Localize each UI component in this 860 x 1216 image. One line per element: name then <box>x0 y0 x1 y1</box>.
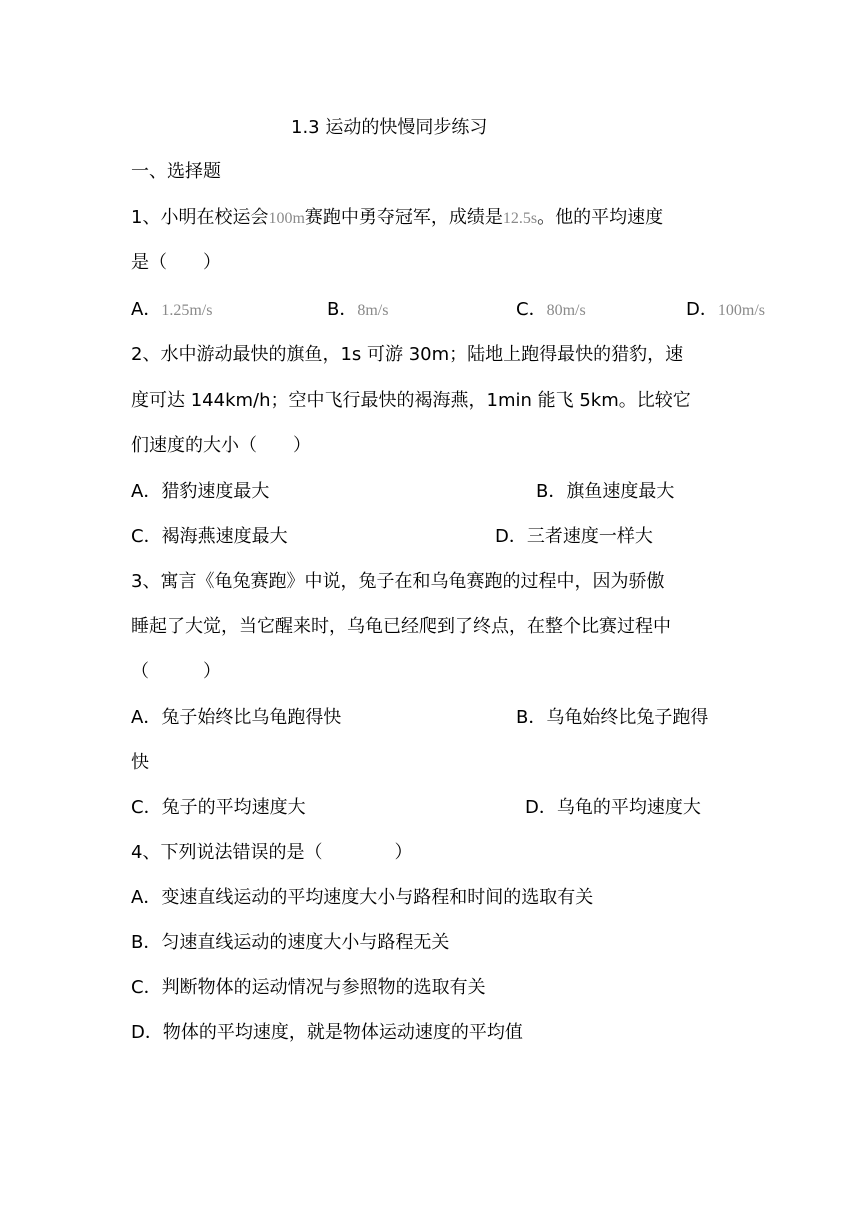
q3-option-b: B．乌龟始终比兔子跑得 <box>516 707 709 728</box>
q4-option-b: B．匀速直线运动的速度大小与路程无关 <box>131 932 450 953</box>
q1-option-b <box>327 298 388 323</box>
q2-option-d: D．三者速度一样大 <box>495 526 653 547</box>
document-title: 1.3 运动的快慢同步练习 <box>291 117 488 138</box>
q3-option-c: C．兔子的平均速度大 <box>131 797 306 818</box>
q1-option-d <box>686 298 765 323</box>
q1-option-d-letter: D． <box>686 299 718 320</box>
q1-option-b-value: 8m/s <box>357 302 389 319</box>
q1-stem-line2: 是（ ） <box>131 252 221 273</box>
q1-time: 12.5s <box>502 210 538 227</box>
q2-stem-line2: 度可达 144km/h；空中飞行最快的褐海燕，1min 能飞 5km。比较它 <box>131 390 691 411</box>
q1-stem-line1 <box>131 206 663 231</box>
q3-stem-line3: （ ） <box>131 661 221 682</box>
q3-stem-line1: 3、寓言《龟兔赛跑》中说，兔子在和乌龟赛跑的过程中，因为骄傲 <box>131 571 665 592</box>
q4-option-a: A．变速直线运动的平均速度大小与路程和时间的选取有关 <box>131 887 594 908</box>
q1-suffix: 。他的平均速度 <box>537 207 664 228</box>
q1-option-b-letter: B． <box>327 299 358 320</box>
q3-option-b-cont: 快 <box>131 752 149 773</box>
q2-option-a: A．猎豹速度最大 <box>131 481 270 502</box>
q3-option-a: A．兔子始终比乌龟跑得快 <box>131 707 342 728</box>
section-heading: 一、选择题 <box>131 161 221 182</box>
q1-option-c-value: 80m/s <box>546 302 586 319</box>
q1-prefix: 1、小明在校运会 <box>131 207 269 228</box>
q2-option-c: C．褐海燕速度最大 <box>131 526 288 547</box>
q2-stem-line3: 们速度的大小（ ） <box>131 435 311 456</box>
q1-option-d-value: 100m/s <box>717 302 765 319</box>
q1-option-c <box>516 298 586 323</box>
q3-stem-line2: 睡起了大觉，当它醒来时，乌龟已经爬到了终点，在整个比赛过程中 <box>131 616 671 637</box>
q1-option-a-letter: A． <box>131 299 162 320</box>
q4-stem: 4、下列说法错误的是（ ） <box>131 842 413 863</box>
q4-option-d: D．物体的平均速度，就是物体运动速度的平均值 <box>131 1022 523 1043</box>
q1-option-a-value: 1.25m/s <box>161 302 213 319</box>
q1-option-a <box>131 298 212 323</box>
q2-stem-line1: 2、水中游动最快的旗鱼，1s 可游 30m；陆地上跑得最快的猎豹，速 <box>131 344 684 365</box>
q1-mid: 赛跑中勇夺冠军，成绩是 <box>304 207 503 228</box>
q3-option-d: D．乌龟的平均速度大 <box>525 797 701 818</box>
q1-option-c-letter: C． <box>516 299 547 320</box>
q1-distance: 100m <box>268 210 305 227</box>
q4-option-c: C．判断物体的运动情况与参照物的选取有关 <box>131 977 486 998</box>
q2-option-b: B．旗鱼速度最大 <box>536 481 675 502</box>
